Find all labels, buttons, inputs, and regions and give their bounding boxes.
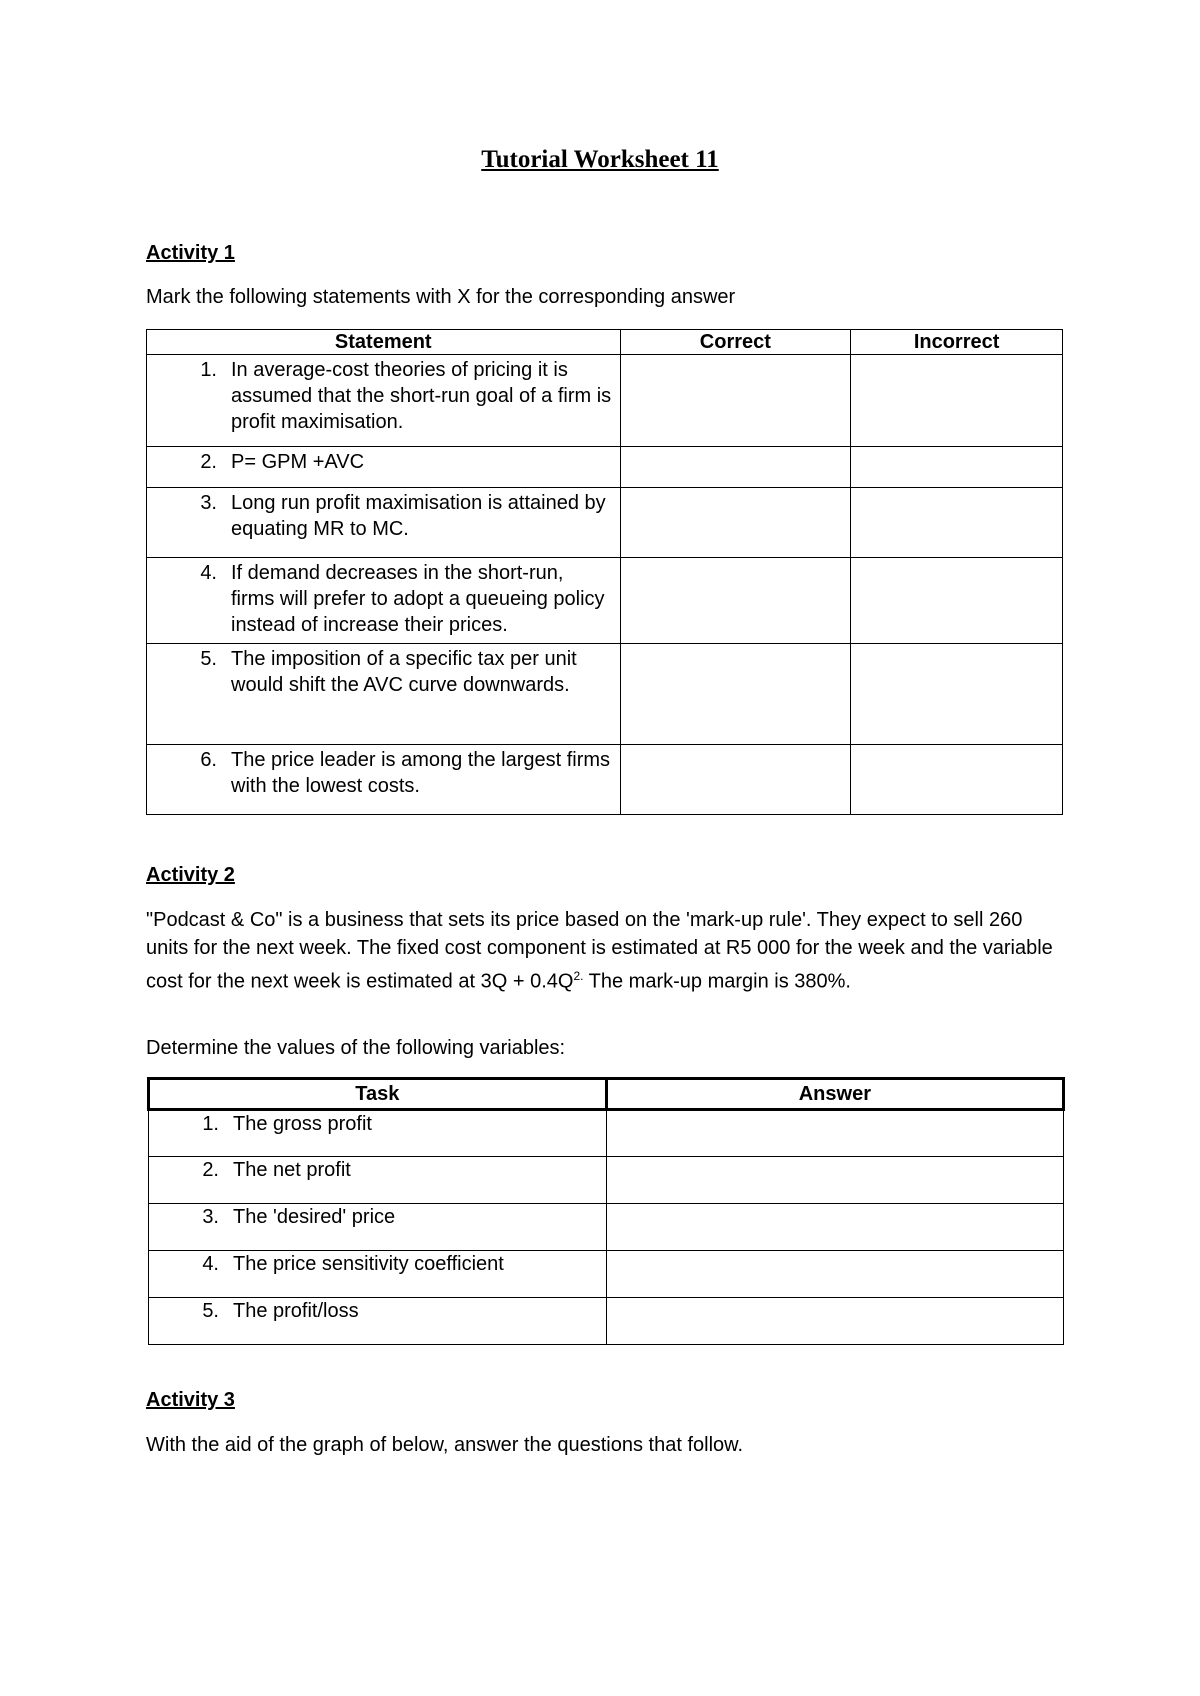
answer-cell[interactable] [606,1298,1063,1345]
table-row [147,745,1063,815]
column-header-incorrect: Incorrect [851,330,1063,355]
activity-2-instruction: Determine the values of the following variables: [146,1037,566,1059]
incorrect-answer-cell[interactable] [851,447,1063,488]
activity-1-instruction: Mark the following statements with X for the corresponding answer [146,286,736,308]
activity-2-paragraph [146,906,1066,996]
task-number: 3. [202,1206,219,1228]
answer-cell[interactable] [606,1251,1063,1298]
activity-2-paragraph-main: "Podcast & Co" is a business that sets its price based on the 'mark-up rule'. They expect to sell 260 units for the next week. The fixed cost component is estimated at R5 000 for the week and the variable cost for the next week is estimated at 3Q + 0.4Q [146,909,1053,993]
table-row [149,1110,1064,1157]
statement-cell [147,447,621,488]
table-row [149,1298,1064,1345]
task-text: The profit/loss [233,1300,359,1322]
correct-answer-cell[interactable] [620,447,851,488]
activity-2-table [147,1077,1065,1345]
activity-1-heading: Activity 1 [146,242,235,264]
column-header-correct: Correct [620,330,851,355]
table-row [149,1204,1064,1251]
statement-number: 1. [200,359,217,381]
statement-text: Long run profit maximisation is attained by equating MR to MC. [231,492,606,540]
activity-2-heading: Activity 2 [146,864,235,886]
task-number: 4. [202,1253,219,1275]
task-number: 5. [202,1300,219,1322]
activity-3-instruction: With the aid of the graph of below, answer the questions that follow. [146,1434,744,1456]
table-row [149,1157,1064,1204]
task-text: The net profit [233,1159,351,1181]
answer-cell[interactable] [606,1157,1063,1204]
statement-text: The imposition of a specific tax per unit would shift the AVC curve downwards. [231,648,577,696]
task-cell [149,1110,607,1157]
statement-cell [147,558,621,644]
incorrect-answer-cell[interactable] [851,644,1063,745]
task-number: 1. [202,1113,219,1135]
activity-2-paragraph-end: The mark-up margin is 380%. [583,970,851,993]
task-cell [149,1298,607,1345]
incorrect-answer-cell[interactable] [851,745,1063,815]
correct-answer-cell[interactable] [620,488,851,558]
table-row [149,1251,1064,1298]
answer-cell[interactable] [606,1204,1063,1251]
task-cell [149,1251,607,1298]
task-text: The 'desired' price [233,1206,396,1228]
correct-answer-cell[interactable] [620,644,851,745]
correct-answer-cell[interactable] [620,355,851,447]
incorrect-answer-cell[interactable] [851,558,1063,644]
statement-number: 6. [200,749,217,771]
table-header-row [147,330,1063,355]
table-row [147,644,1063,745]
table-row [147,447,1063,488]
statement-number: 2. [200,451,217,473]
statement-text: The price leader is among the largest firms with the lowest costs. [231,749,611,797]
statement-cell [147,355,621,447]
statement-number: 4. [200,562,217,584]
correct-answer-cell[interactable] [620,558,851,644]
answer-cell[interactable] [606,1110,1063,1157]
statement-text: P= GPM +AVC [231,451,365,473]
statement-number: 3. [200,492,217,514]
incorrect-answer-cell[interactable] [851,355,1063,447]
task-cell [149,1204,607,1251]
activity-1-table [146,329,1063,815]
table-row [147,488,1063,558]
statement-text: In average-cost theories of pricing it is assumed that the short-run goal of a firm is profit maximisation. [231,359,612,433]
column-header-statement: Statement [147,330,621,355]
column-header-answer: Answer [606,1079,1063,1110]
statement-cell [147,745,621,815]
column-header-task: Task [149,1079,607,1110]
task-number: 2. [202,1159,219,1181]
statement-cell [147,644,621,745]
statement-number: 5. [200,648,217,670]
table-row [147,558,1063,644]
statement-cell [147,488,621,558]
table-row [147,355,1063,447]
activity-3-heading: Activity 3 [146,1389,235,1411]
task-cell [149,1157,607,1204]
task-text: The price sensitivity coefficient [233,1253,504,1275]
correct-answer-cell[interactable] [620,745,851,815]
task-text: The gross profit [233,1113,372,1135]
page-title: Tutorial Worksheet 11 [481,146,719,173]
incorrect-answer-cell[interactable] [851,488,1063,558]
activity-2-paragraph-superscript: 2. [573,969,584,983]
statement-text: If demand decreases in the short-run, firms will prefer to adopt a queueing policy instead of increase their prices. [231,562,605,636]
table-header-row [149,1079,1064,1110]
